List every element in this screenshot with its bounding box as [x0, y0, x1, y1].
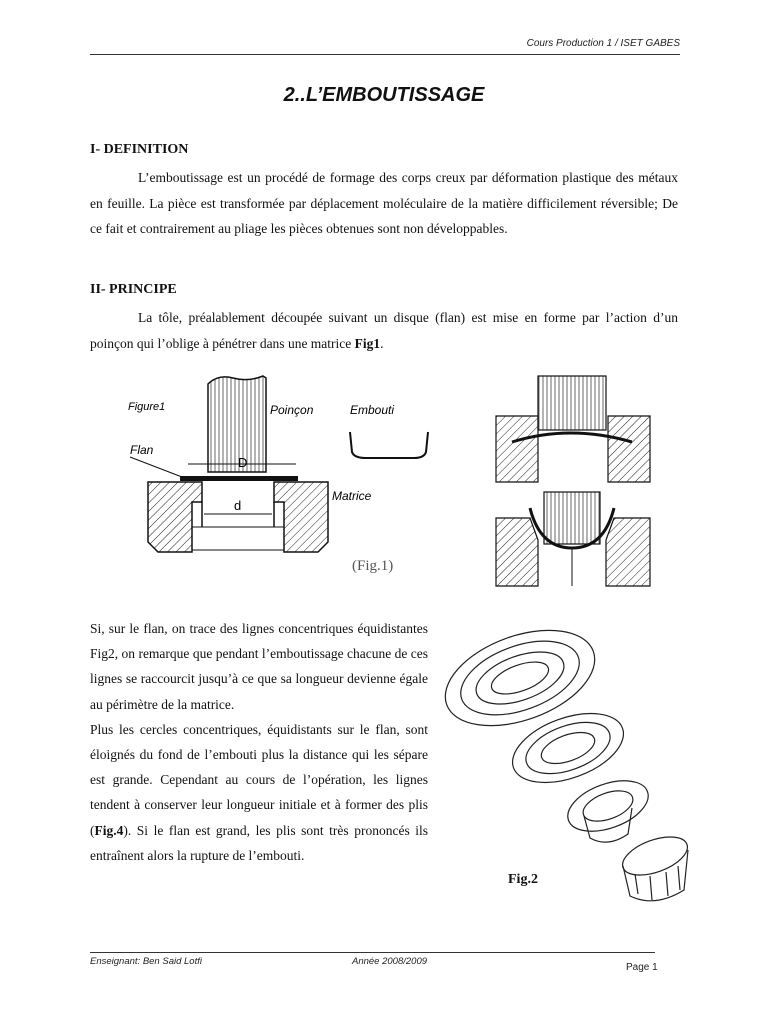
footer-year: Année 2008/2009 — [352, 956, 428, 967]
principe-text-end: . — [380, 335, 384, 351]
label-matrice: Matrice — [332, 489, 372, 503]
embouti-cup-shape — [350, 432, 428, 458]
fig4-reference: Fig.4 — [94, 822, 124, 838]
blank-shape — [180, 476, 298, 481]
label-figure: Figure1 — [128, 401, 166, 413]
principe-paragraph — [90, 305, 678, 356]
fig2-text-part1: Plus les cercles concentriques, équidistants sur le flan, sont éloignés du fond de l’embouti plus la distance qui les sépare est grande. Cependant au cours de l’opération, les lignes tendent à conserver leur longueur initiale et à former des plis ( — [90, 721, 428, 838]
label-embouti: Embouti — [350, 403, 395, 417]
footer-teacher: Enseignant: Ben Said Lotfi — [90, 956, 202, 967]
definition-paragraph: L’emboutissage est un procédé de formage des corps creux par déformation plastique des métaux en feuille. La pièce est transformée par déplacement moléculaire de la matière difficilement réversible; De ce fait et contrairement au pliage les pièces obtenues sont non développables. — [90, 170, 678, 236]
page-title: 2..L’EMBOUTISSAGE — [283, 84, 485, 106]
fig2-paragraph-1: Si, sur le flan, on trace des lignes concentriques équidistantes Fig2, on remarque que pendant l’emboutissage chacune de ces lignes se raccourcit jusqu’à ce que sa longueur devienne égale au périmètre de la matrice. — [90, 621, 428, 712]
fig2-paragraph-2 — [90, 717, 428, 868]
stage-after-drawing — [496, 492, 650, 586]
label-d: d — [234, 498, 242, 513]
figure1-drawing — [118, 372, 448, 572]
section-definition-text — [90, 165, 678, 242]
figure1-stages-drawing — [490, 372, 670, 592]
blank-concentric-circles — [440, 628, 608, 744]
figure1-caption: (Fig.1) — [352, 558, 394, 574]
label-flan: Flan — [130, 443, 154, 457]
figure2-drawing — [440, 628, 710, 908]
fig2-text-part2: ). Si le flan est grand, les plis sont très prononcés ils entraînent alors la rupture de l’embouti. — [90, 822, 428, 863]
fig2-text — [90, 616, 428, 868]
section-principe-heading: II- PRINCIPE — [90, 282, 177, 297]
page-header — [90, 38, 680, 55]
final-cup — [618, 829, 693, 900]
section-definition-heading: I- DEFINITION — [90, 142, 189, 157]
fig1-reference: Fig1 — [354, 335, 381, 351]
course-label: Cours Production 1 / ISET GABES — [526, 38, 680, 49]
label-poincon: Poinçon — [270, 403, 314, 417]
punch-shape — [208, 376, 266, 472]
drawn-cup-flange — [561, 771, 655, 842]
label-D: D — [238, 455, 248, 470]
principe-text: La tôle, préalablement découpée suivant un disque (flan) est mise en forme par l’action d’un poinçon qui l’oblige à pénétrer dans une matrice — [90, 310, 678, 351]
flan-leader-line — [130, 457, 182, 477]
page-footer-rule — [90, 952, 655, 953]
section-principe-text — [90, 305, 678, 356]
figure2-caption: Fig.2 — [508, 872, 538, 887]
stage-before-drawing — [496, 376, 650, 482]
page-number: Page 1 — [626, 962, 658, 973]
die-shape — [148, 482, 328, 552]
